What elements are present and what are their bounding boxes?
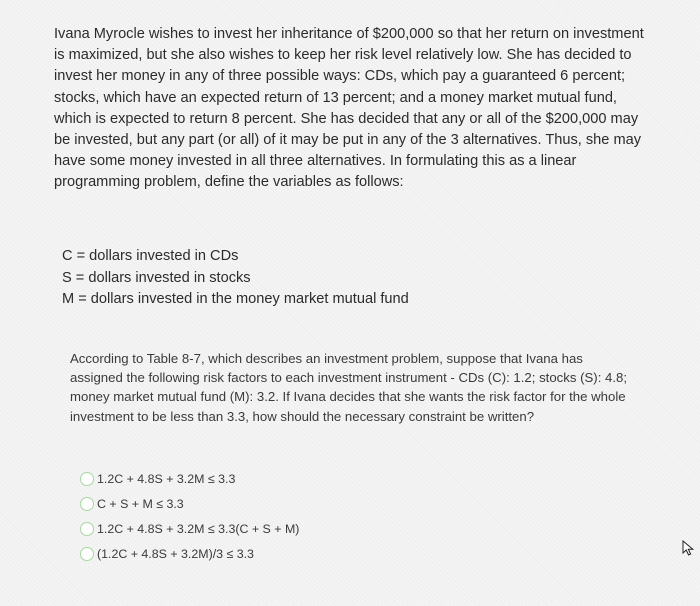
question-text: According to Table 8-7, which describes an investment problem, suppose that Ivana has assigned the following risk factors to each investment instrument - CDs (C): 1.2; stocks (S): 4.8; money market mutual fund (M): 3.2. If Ivana decides that she wants the risk factor for the whole investment to be less than 3.3, how should the necessary constraint be written?: [70, 351, 628, 424]
answer-option-label: 1.2C + 4.8S + 3.2M ≤ 3.3: [97, 471, 236, 486]
variable-c: C = dollars invested in CDs: [62, 248, 239, 264]
answer-option-2[interactable]: [80, 491, 299, 516]
variable-definitions: [62, 246, 409, 311]
radio-button[interactable]: [80, 472, 94, 486]
radio-button[interactable]: [80, 547, 94, 561]
answer-option-label: (1.2C + 4.8S + 3.2M)/3 ≤ 3.3: [97, 546, 254, 561]
radio-button[interactable]: [80, 497, 94, 511]
answer-option-4[interactable]: [80, 541, 299, 566]
answer-option-3[interactable]: [80, 516, 299, 541]
answer-option-label: 1.2C + 4.8S + 3.2M ≤ 3.3(C + S + M): [97, 521, 300, 536]
mouse-pointer-icon: [682, 540, 696, 556]
problem-text: Ivana Myrocle wishes to invest her inheritance of $200,000 so that her return on investment is maximized, but she also wishes to keep her risk level relatively low. She has decided to invest her money in any of three possible ways: CDs, which pay a guaranteed 6 percent; stocks, which have an expected return of 13 percent; and a money market mutual fund, which is expected to return 8 percent. She has decided that any or all of the $200,000 may be invested, but any part (or all) of it may be put in any of the 3 alternatives. Thus, she may have some money invested in all three alternatives. In formulating this as a linear programming problem, define the variables as follows:: [54, 26, 644, 191]
problem-statement: [54, 24, 644, 194]
answer-options: [80, 466, 299, 566]
question-prompt: [70, 349, 630, 426]
answer-option-1[interactable]: [80, 466, 299, 491]
variable-m: M = dollars invested in the money market mutual fund: [62, 291, 409, 307]
variable-s: S = dollars invested in stocks: [62, 269, 251, 286]
answer-option-label: C + S + M ≤ 3.3: [97, 496, 184, 511]
radio-button[interactable]: [80, 522, 94, 536]
